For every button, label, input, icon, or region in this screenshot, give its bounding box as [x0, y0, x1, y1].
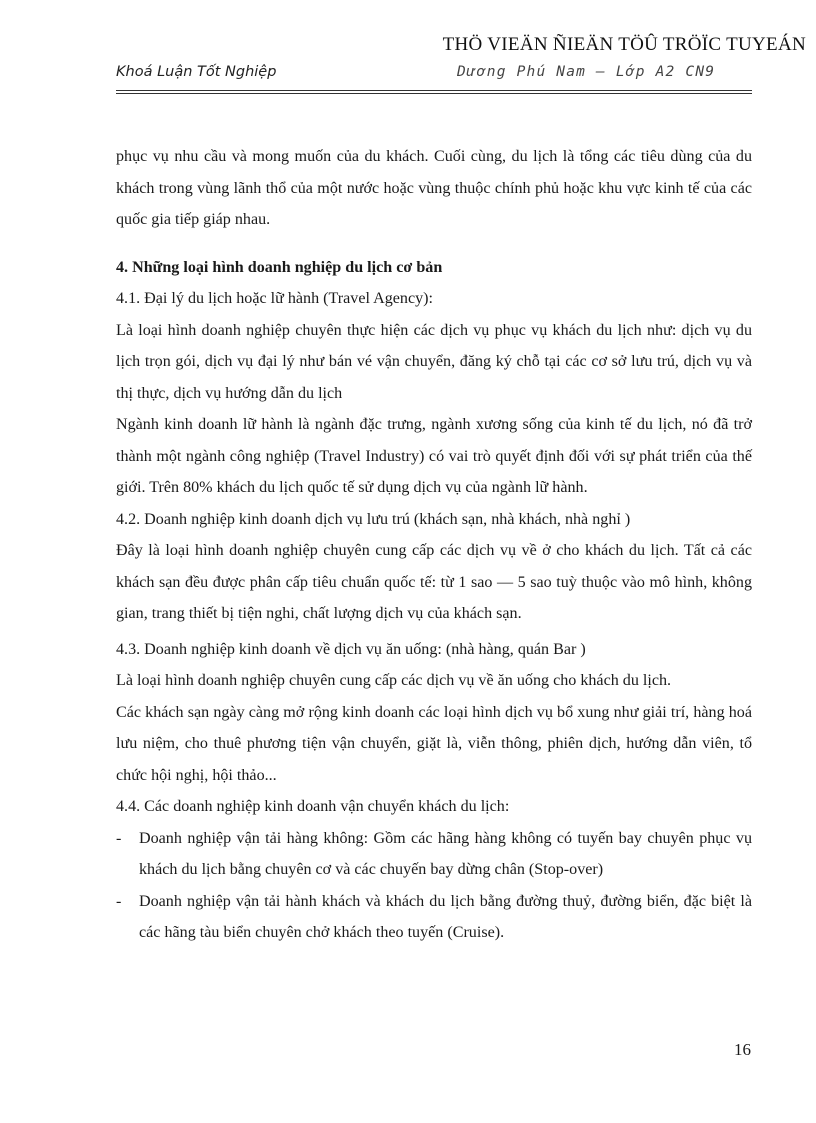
header-rule [116, 90, 752, 91]
dash-bullet: - [116, 892, 122, 910]
page-body [116, 141, 752, 949]
paragraph: phục vụ nhu cầu và mong muốn của du khách. Cuối cùng, du lịch là tổng các tiêu dùng của du khách trong vùng lãnh thổ của một nước hoặc vùng thuộc chính phủ hoặc khu vực kinh tế của các quốc gia tiếp giáp nhau. [116, 148, 752, 228]
paragraph: Đây là loại hình doanh nghiệp chuyên cung cấp các dịch vụ về ở cho khách du lịch. Tất cả các khách sạn đều được phân cấp tiêu chuẩn quốc tế: từ 1 sao — 5 sao tuỳ thuộc vào mô hình, không gian, trang thiết bị tiện nghi, chất lượng dịch vụ của khách sạn. [116, 542, 752, 622]
list-item [116, 886, 752, 949]
header-rule [116, 93, 752, 94]
header-thesis-title: Khoá Luận Tốt Nghiệp [116, 64, 277, 80]
paragraph: Là loại hình doanh nghiệp chuyên thực hiện các dịch vụ phục vụ khách du lịch như: dịch vụ du lịch trọn gói, dịch vụ đại lý như bán vé vận chuyển, đăng ký chỗ tại các cơ sở lưu trú, dịch vụ và thị thực, dịch vụ hướng dẫn du lịch [116, 321, 752, 402]
section-heading: 4. Những loại hình doanh nghiệp du lịch cơ bản [116, 258, 443, 276]
list-item-text: Doanh nghiệp vận tải hành khách và khách du lịch bằng đường thuỷ, đường biển, đặc biệt là các hãng tàu biển chuyên chở khách theo tuyến (Cruise). [139, 892, 752, 941]
paragraph: Các khách sạn ngày càng mở rộng kinh doanh các loại hình dịch vụ bổ xung như giải trí, hàng hoá lưu niệm, cho thuê phương tiện vận chuyển, giặt là, viễn thông, phiên dịch, hướng dẫn viên, tổ chức hội nghị, hội thảo... [116, 703, 752, 784]
paragraph: Là loại hình doanh nghiệp chuyên cung cấp các dịch vụ về ăn uống cho khách du lịch. [116, 672, 672, 689]
paragraph: Ngành kinh doanh lữ hành là ngành đặc trưng, ngành xương sống của kinh tế du lịch, nó đã trở thành một ngành công nghiệp (Travel Industry) có vai trò quyết định đối với sự phát triển của thế giới. Trên 80% khách du lịch quốc tế sử dụng dịch vụ của ngành lữ hành. [116, 416, 752, 496]
list-item [116, 823, 752, 886]
dash-bullet: - [116, 829, 122, 847]
subsection-heading: 4.1. Đại lý du lịch hoặc lữ hành (Travel Agency): [116, 290, 433, 307]
list-item-text: Doanh nghiệp vận tải hàng không: Gồm các hãng hàng không có tuyến bay chuyên phục vụ khách du lịch bằng chuyên cơ và các chuyến bay dừng chân (Stop-over) [139, 829, 752, 878]
page-number: 16 [734, 1040, 751, 1059]
header-author: Dương Phú Nam – Lớp A2 CN9 [457, 64, 716, 80]
subsection-heading: 4.4. Các doanh nghiệp kinh doanh vận chuyển khách du lịch: [116, 798, 510, 815]
subsection-heading: 4.2. Doanh nghiệp kinh doanh dịch vụ lưu trú (khách sạn, nhà khách, nhà nghỉ ) [116, 510, 631, 528]
subsection-heading: 4.3. Doanh nghiệp kinh doanh về dịch vụ ăn uống: (nhà hàng, quán Bar ) [116, 640, 586, 658]
watermark-text: THÖ VIEÄN ÑIEÄN TÖÛ TRÖÏC TUYEÁN [442, 34, 806, 55]
